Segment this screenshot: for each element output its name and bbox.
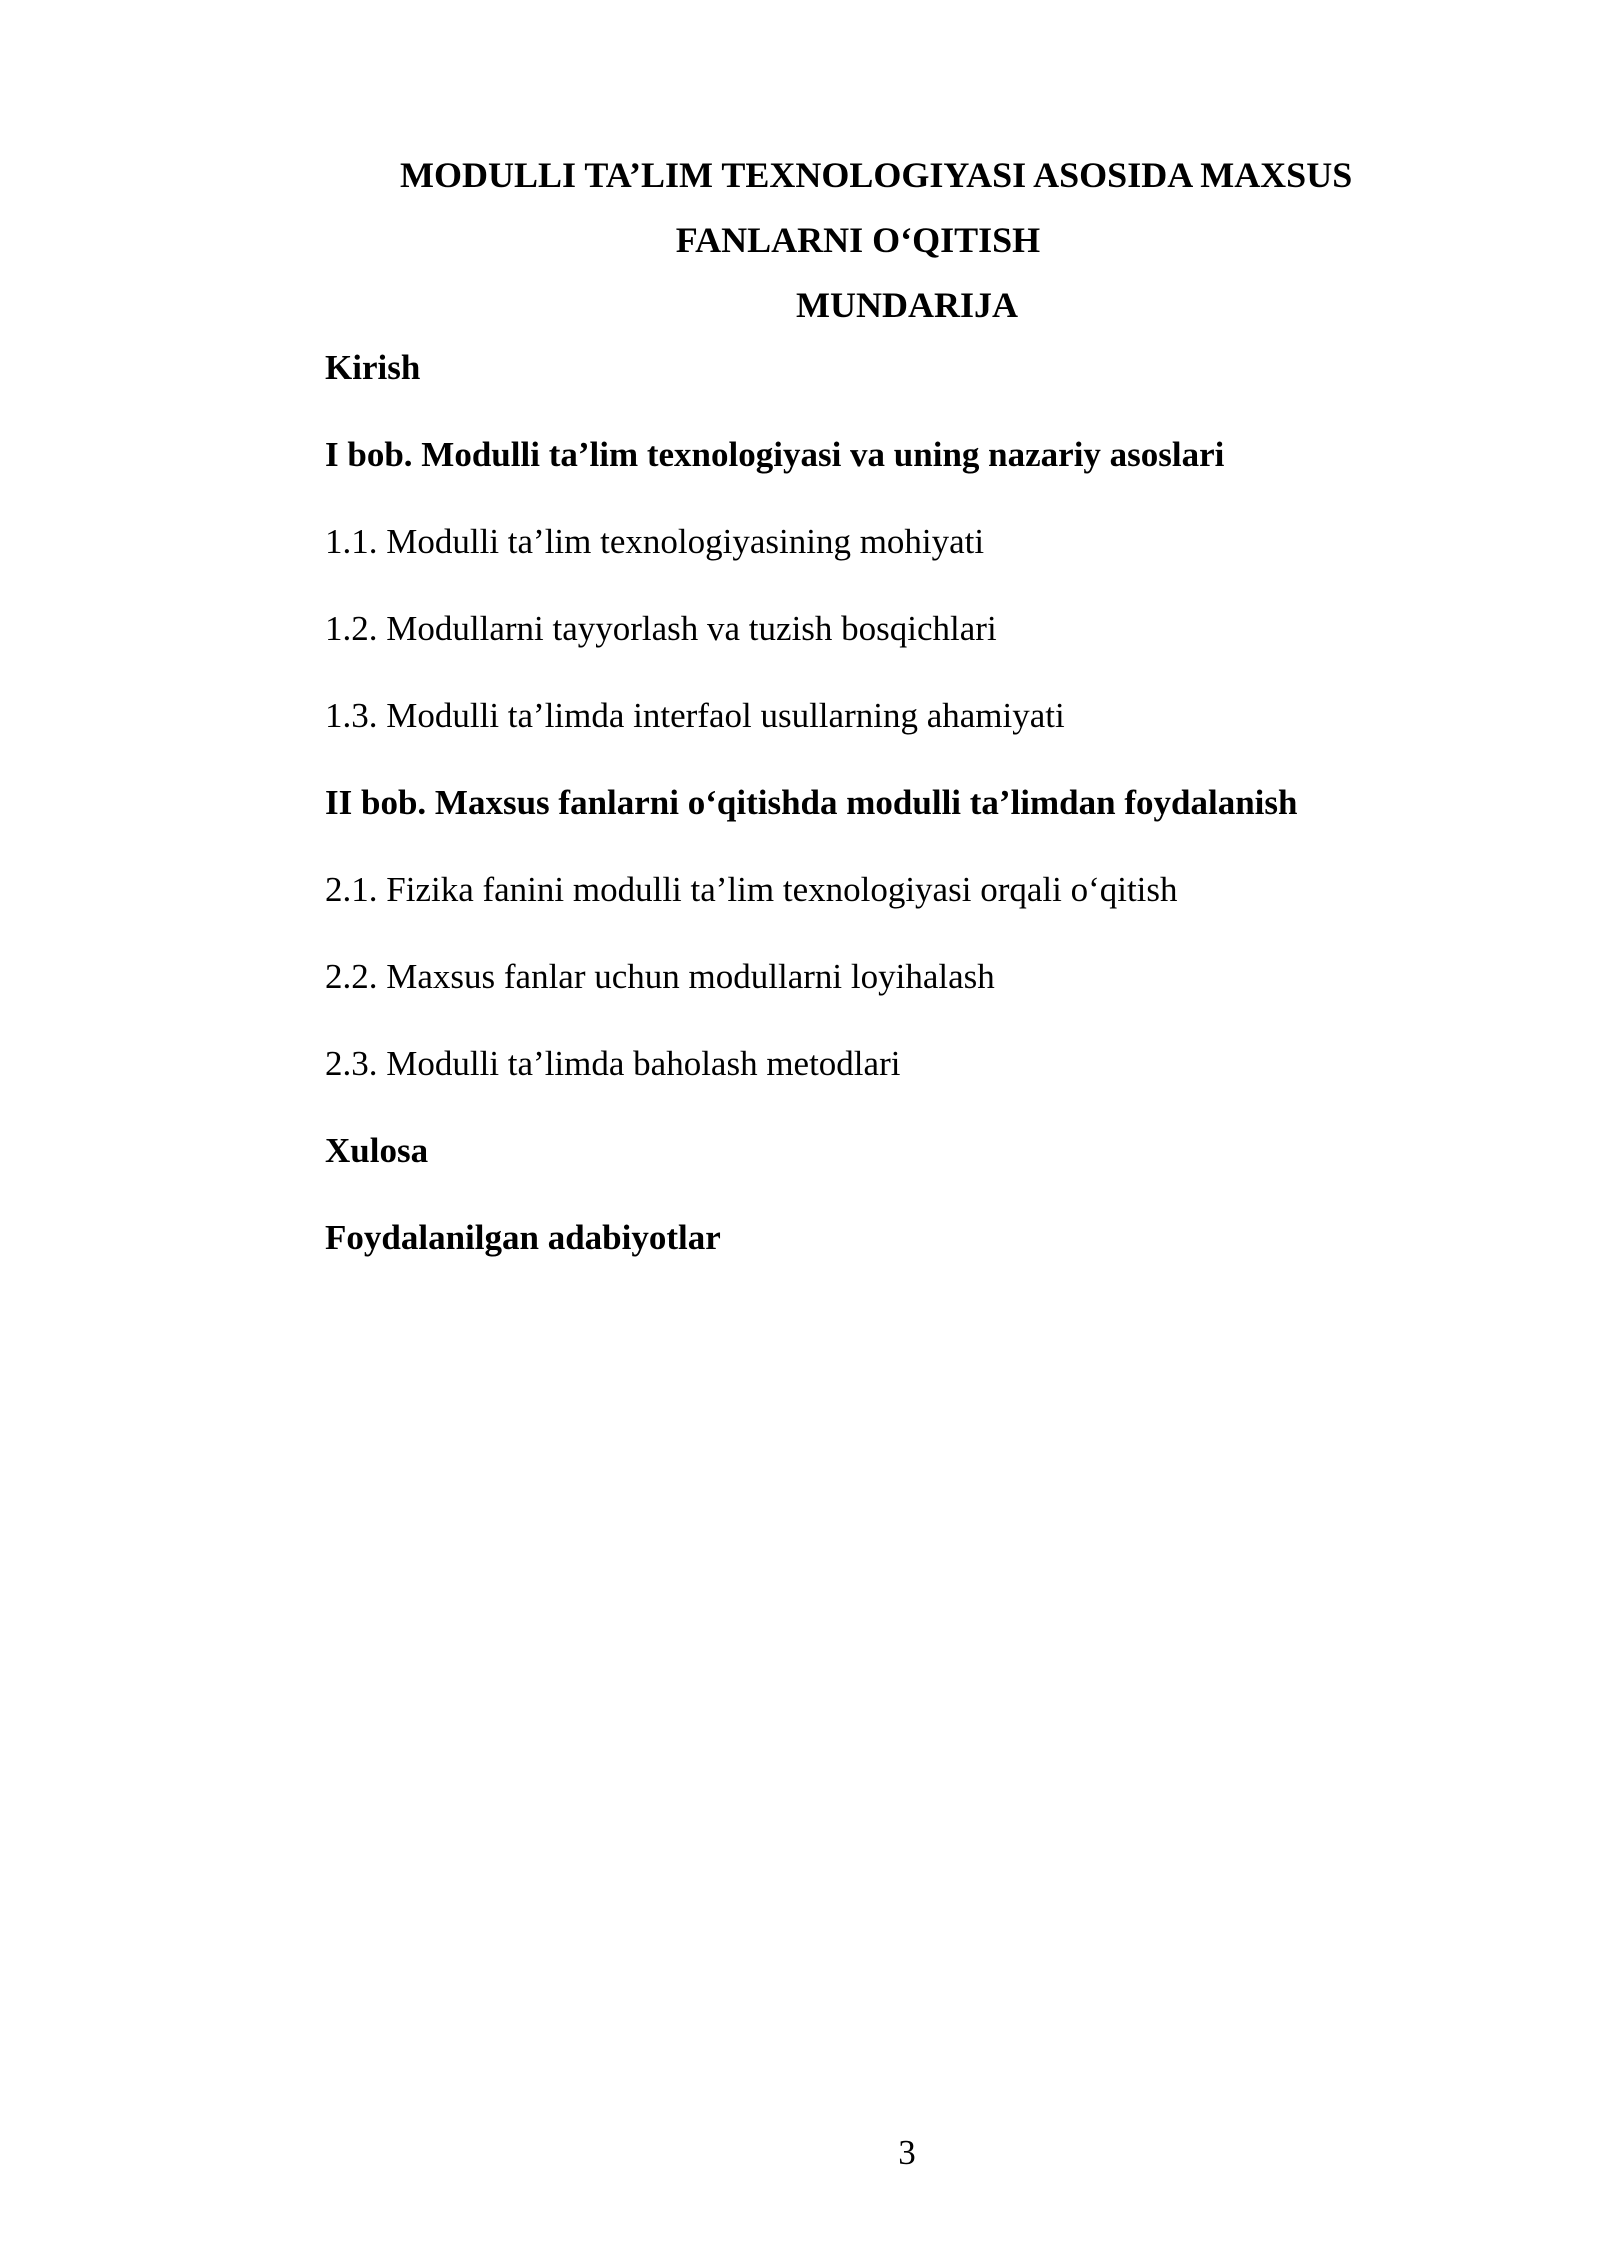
toc-item-chapter-1: I bob. Modulli ta’lim texnologiyasi va uning nazariy asoslari [325, 435, 1225, 474]
toc-item-references: Foydalanilgan adabiyotlar [325, 1218, 721, 1257]
table-of-contents [325, 348, 1475, 1305]
toc-item-section-1-1: 1.1. Modulli ta’lim texnologiyasining mohiyati [325, 522, 985, 561]
contents-heading: MUNDARIJA [796, 285, 1018, 325]
toc-item-introduction: Kirish [325, 348, 421, 387]
toc-item-section-2-2: 2.2. Maxsus fanlar uchun modullarni loyihalash [325, 957, 995, 996]
toc-item-chapter-2: II bob. Maxsus fanlarni o‘qitishda modulli ta’limdan foydalanish [325, 783, 1298, 822]
toc-item-section-1-2: 1.2. Modullarni tayyorlash va tuzish bosqichlari [325, 609, 997, 648]
page-number: 3 [898, 2133, 916, 2172]
toc-item-section-2-1: 2.1. Fizika fanini modulli ta’lim texnologiyasi orqali o‘qitish [325, 870, 1178, 909]
toc-item-conclusion: Xulosa [325, 1131, 429, 1170]
document-title-line-2: FANLARNI O‘QITISH [675, 220, 1041, 260]
toc-item-section-1-3: 1.3. Modulli ta’limda interfaol usullarning ahamiyati [325, 696, 1065, 735]
document-title-line-1: MODULLI TA’LIM TEXNOLOGIYASI ASOSIDA MAXSUS [400, 155, 1353, 195]
toc-item-section-2-3: 2.3. Modulli ta’limda baholash metodlari [325, 1044, 901, 1083]
